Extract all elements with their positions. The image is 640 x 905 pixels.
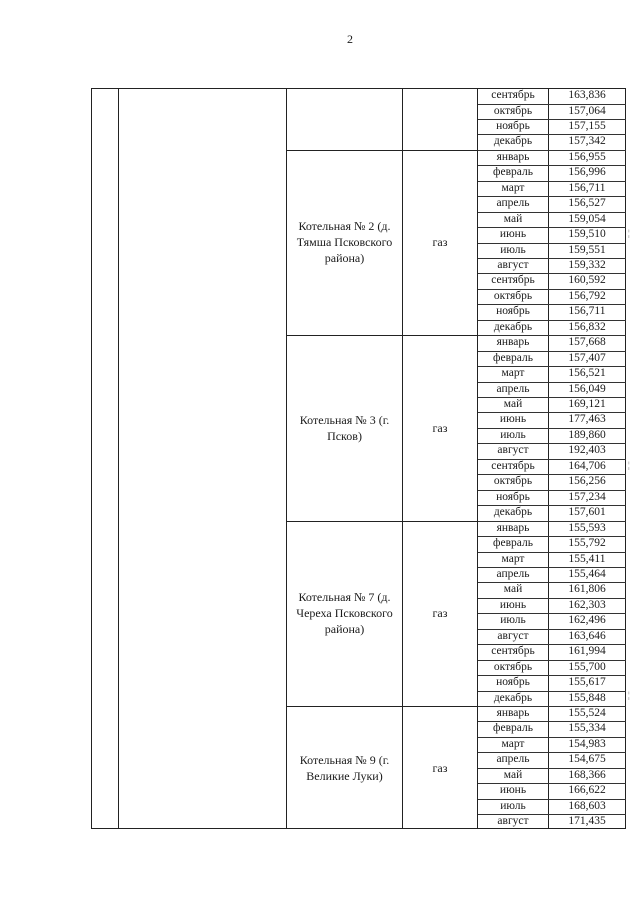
month-cell: май (503, 212, 523, 225)
row-divider (478, 273, 626, 274)
value-cell: 168,366 (568, 768, 606, 781)
boiler-house-label: Котельная № 2 (д. Тямша Псковского района) (296, 219, 393, 266)
column-divider (118, 88, 119, 829)
value-cell: 161,994 (568, 645, 606, 658)
row-divider (478, 505, 626, 506)
value-cell: 156,049 (568, 382, 606, 395)
month-cell: август (497, 815, 529, 828)
row-divider (478, 366, 626, 367)
month-cell: декабрь (493, 135, 533, 148)
row-divider (478, 814, 626, 815)
month-cell: сентябрь (491, 274, 535, 287)
value-cell: 163,836 (568, 89, 606, 101)
row-divider (478, 474, 626, 475)
row-divider (478, 243, 626, 244)
month-cell: сентябрь (491, 89, 535, 101)
row-divider (478, 304, 626, 305)
value-cell: 155,617 (568, 676, 606, 689)
value-cell: 155,411 (568, 552, 606, 565)
value-cell: 157,342 (568, 135, 606, 148)
boiler-house-label: Котельная № 3 (г. Псков) (299, 412, 390, 443)
month-cell: февраль (493, 351, 533, 364)
row-divider (478, 459, 626, 460)
row-divider (478, 412, 626, 413)
value-cell: 159,510 (568, 228, 606, 240)
page-number: 2 (347, 32, 353, 46)
row-divider (478, 335, 626, 336)
month-cell: март (501, 181, 525, 194)
month-cell: июнь (499, 784, 527, 797)
value-cell: 156,996 (568, 166, 606, 179)
month-cell: декабрь (493, 691, 533, 704)
month-cell: май (503, 398, 523, 410)
month-cell: июль (500, 243, 526, 256)
month-cell: октябрь (493, 104, 533, 117)
boiler-house-label: Котельная № 7 (д. Череха Псковского района) (296, 590, 393, 637)
row-divider (478, 119, 626, 120)
value-cell: 155,593 (568, 521, 606, 534)
month-cell: апрель (496, 568, 530, 580)
value-cell: 192,403 (568, 444, 606, 457)
month-cell: октябрь (493, 660, 533, 673)
month-cell: март (501, 367, 525, 380)
month-cell: январь (496, 521, 530, 534)
row-divider (478, 660, 626, 661)
month-cell: ноябрь (496, 119, 530, 132)
value-cell: 157,064 (568, 104, 606, 117)
month-cell: февраль (493, 537, 533, 549)
value-cell: 162,496 (568, 614, 606, 627)
value-cell: 166,622 (568, 784, 606, 797)
value-cell: 159,054 (568, 212, 606, 225)
month-cell: январь (496, 707, 530, 719)
value-cell: 155,792 (568, 537, 606, 549)
month-cell: сентябрь (491, 645, 535, 658)
row-divider (478, 582, 626, 583)
value-cell: 156,521 (568, 367, 606, 380)
value-cell: 162,303 (568, 598, 606, 611)
month-cell: сентябрь (491, 459, 535, 472)
row-divider (478, 196, 626, 197)
row-divider (478, 706, 626, 707)
month-cell: ноябрь (496, 490, 530, 503)
row-divider (478, 165, 626, 166)
row-divider (478, 227, 626, 228)
value-cell: 157,407 (568, 351, 606, 364)
row-divider (478, 737, 626, 738)
month-cell: июль (500, 799, 526, 812)
month-cell: апрель (496, 382, 530, 395)
row-divider (478, 552, 626, 553)
month-cell: декабрь (493, 320, 533, 333)
month-cell: июнь (499, 598, 527, 611)
value-cell: 157,601 (568, 506, 606, 519)
month-cell: август (497, 258, 529, 271)
row-divider (478, 721, 626, 722)
value-cell: 155,524 (568, 707, 606, 719)
value-cell: 157,234 (568, 490, 606, 503)
month-cell: апрель (496, 197, 530, 210)
fuel-type: газ (432, 235, 448, 250)
value-cell: 177,463 (568, 413, 606, 426)
value-cell: 155,848 (568, 691, 606, 704)
value-cell: 156,955 (568, 150, 606, 163)
value-cell: 163,646 (568, 629, 606, 642)
row-divider (478, 752, 626, 753)
month-cell: ноябрь (496, 305, 530, 318)
month-cell: февраль (493, 166, 533, 179)
month-cell: октябрь (493, 475, 533, 488)
month-cell: июль (500, 614, 526, 627)
month-cell: июль (500, 428, 526, 441)
scan-mark: ¦ (628, 690, 630, 700)
row-divider (478, 783, 626, 784)
month-cell: июнь (499, 228, 527, 240)
value-cell: 154,983 (568, 737, 606, 750)
row-divider (478, 150, 626, 151)
row-divider (478, 598, 626, 599)
value-cell: 164,706 (568, 459, 606, 472)
row-divider (478, 181, 626, 182)
value-cell: 156,256 (568, 475, 606, 488)
month-cell: декабрь (493, 506, 533, 519)
month-cell: ноябрь (496, 676, 530, 689)
value-cell: 171,435 (568, 815, 606, 828)
value-cell: 169,121 (568, 398, 606, 410)
row-divider (478, 428, 626, 429)
value-cell: 156,711 (568, 181, 606, 194)
row-divider (478, 382, 626, 383)
month-cell: январь (496, 150, 530, 163)
value-cell: 189,860 (568, 428, 606, 441)
row-divider (478, 258, 626, 259)
value-cell: 159,551 (568, 243, 606, 256)
boiler-house-label: Котельная № 9 (г. Великие Луки) (299, 752, 390, 783)
row-divider (478, 289, 626, 290)
row-divider (478, 521, 626, 522)
value-cell: 160,592 (568, 274, 606, 287)
month-cell: август (497, 444, 529, 457)
row-divider (478, 768, 626, 769)
month-cell: январь (496, 336, 530, 349)
row-divider (478, 644, 626, 645)
value-cell: 156,527 (568, 197, 606, 210)
value-cell: 154,675 (568, 753, 606, 766)
row-divider (478, 536, 626, 537)
month-cell: май (503, 768, 523, 781)
month-cell: апрель (496, 753, 530, 766)
value-cell: 155,464 (568, 568, 606, 580)
fuel-type: газ (432, 606, 448, 621)
value-cell: 168,603 (568, 799, 606, 812)
value-cell: 157,155 (568, 119, 606, 132)
row-divider (478, 104, 626, 105)
row-divider (478, 567, 626, 568)
row-divider (478, 397, 626, 398)
value-cell: 155,700 (568, 660, 606, 673)
month-cell: март (501, 552, 525, 565)
row-divider (478, 320, 626, 321)
fuel-type: газ (432, 420, 448, 435)
row-divider (478, 799, 626, 800)
value-cell: 155,334 (568, 722, 606, 735)
value-cell: 161,806 (568, 583, 606, 596)
month-cell: июнь (499, 413, 527, 426)
value-cell: 156,792 (568, 289, 606, 302)
row-divider (478, 675, 626, 676)
month-cell: август (497, 629, 529, 642)
row-divider (478, 490, 626, 491)
month-cell: май (503, 583, 523, 596)
row-divider (478, 691, 626, 692)
month-cell: март (501, 737, 525, 750)
value-cell: 159,332 (568, 258, 606, 271)
value-cell: 156,711 (568, 305, 606, 318)
row-divider (478, 443, 626, 444)
row-divider (478, 212, 626, 213)
fuel-type: газ (432, 760, 448, 775)
row-divider (478, 351, 626, 352)
value-cell: 157,668 (568, 336, 606, 349)
month-cell: октябрь (493, 289, 533, 302)
row-divider (478, 134, 626, 135)
row-divider (478, 613, 626, 614)
row-divider (478, 629, 626, 630)
scan-mark: ¦ (628, 228, 630, 238)
scan-mark: ¦ (628, 460, 630, 470)
month-cell: февраль (493, 722, 533, 735)
value-cell: 156,832 (568, 320, 606, 333)
